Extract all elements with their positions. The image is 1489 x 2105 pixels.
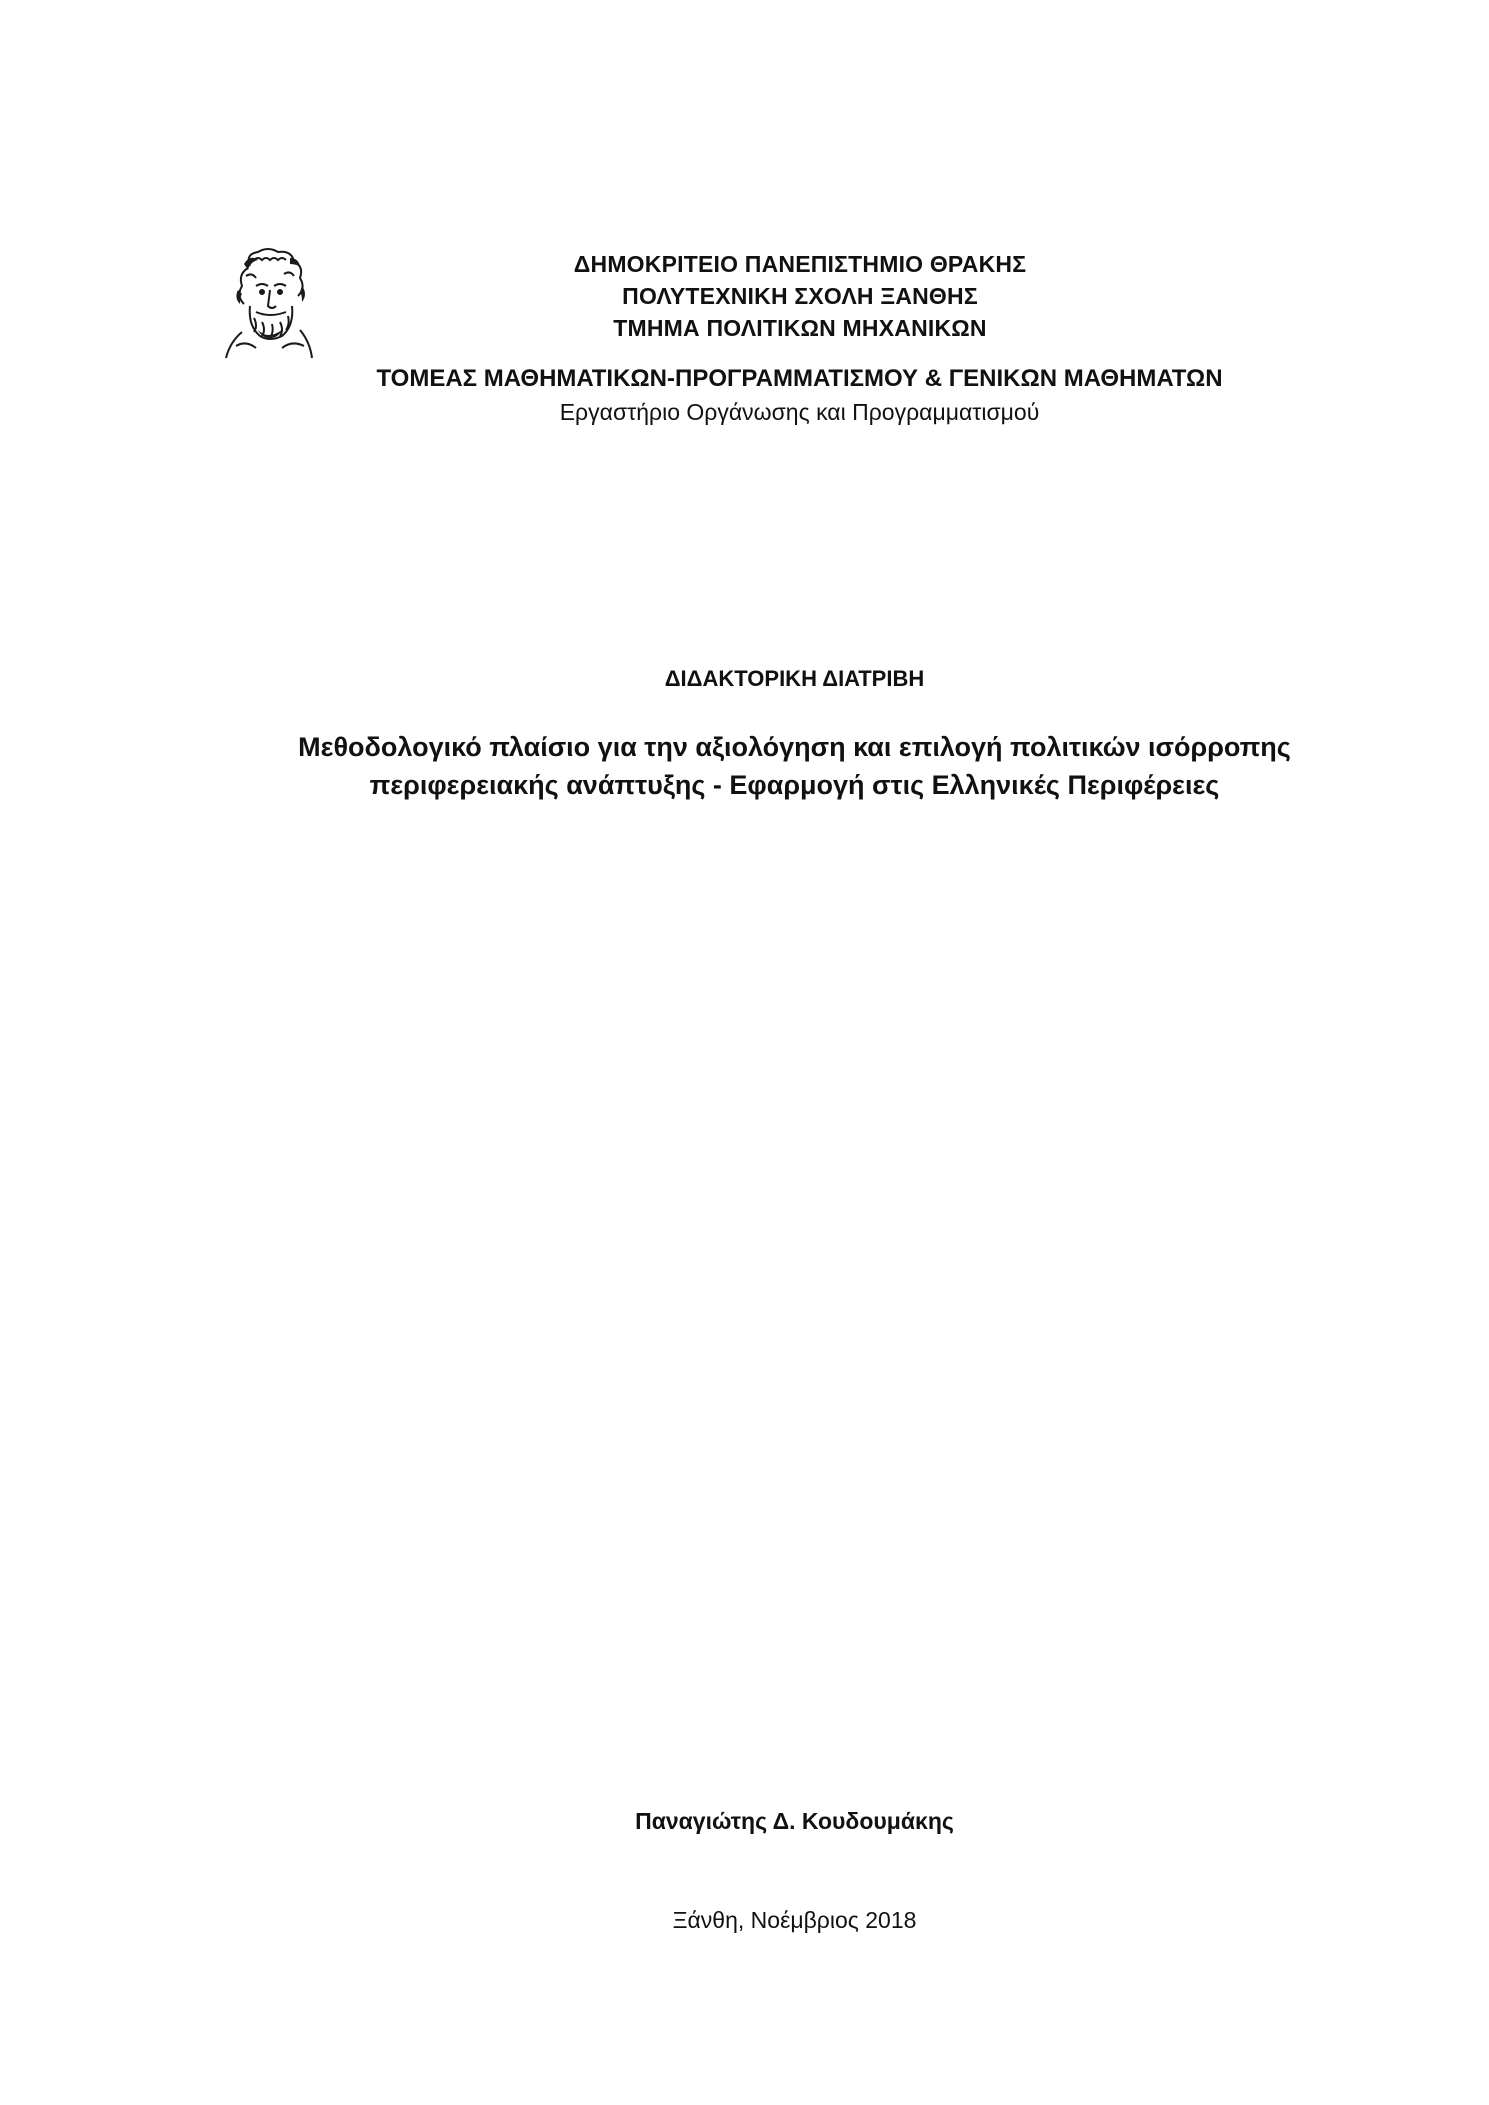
- title-line-2: περιφερειακής ανάπτυξης - Εφαρμογή στις Ελληνικές Περιφέρειες: [369, 770, 1220, 800]
- place-date: Ξάνθη, Νοέμβριος 2018: [672, 1907, 917, 1933]
- university-name: ΔΗΜΟΚΡΙΤΕΙΟ ΠΑΝΕΠΙΣΤΗΜΙΟ ΘΡΑΚΗΣ: [573, 251, 1027, 277]
- sector-name: ΤΟΜΕΑΣ ΜΑΘΗΜΑΤΙΚΩΝ-ΠΡΟΓΡΑΜΜΑΤΙΣΜΟΥ & ΓΕΝΙΚΩΝ ΜΑΘΗΜΑΤΩΝ: [376, 365, 1223, 392]
- document-type: ΔΙΔΑΚΤΟΡΙΚΗ ΔΙΑΤΡΙΒΗ: [664, 666, 925, 691]
- democritus-bust-icon: [220, 246, 316, 360]
- school-name: ΠΟΛΥΤΕΧΝΙΚΗ ΣΧΟΛΗ ΞΑΝΘΗΣ: [622, 283, 978, 309]
- thesis-title: [200, 728, 1389, 804]
- author-name: Παναγιώτης Δ. Κουδουμάκης: [635, 1808, 954, 1834]
- sector-header: [0, 362, 1489, 428]
- laboratory-name: Εργαστήριο Οργάνωσης και Προγραμματισμού: [559, 399, 1040, 425]
- title-line-1: Μεθοδολογικό πλαίσιο για την αξιολόγηση και επιλογή πολιτικών ισόρροπης: [298, 732, 1291, 762]
- department-name: ΤΜΗΜΑ ΠΟΛΙΤΙΚΩΝ ΜΗΧΑΝΙΚΩΝ: [613, 315, 987, 341]
- institution-header: [320, 248, 1280, 344]
